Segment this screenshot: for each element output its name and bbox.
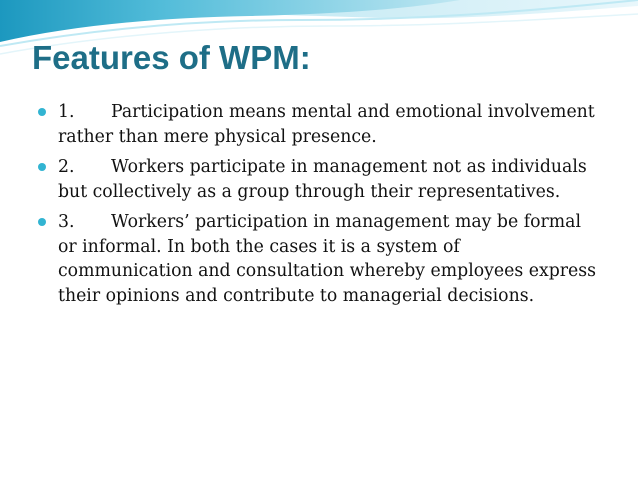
bullet-dot-icon xyxy=(38,108,46,116)
bullet-dot-icon xyxy=(38,218,46,226)
bullet-text: Workers’ participation in management may be formal or informal. In both the cases it is a system of communication and consultation whereby employees express their opinions and contribute to managerial decisions. xyxy=(58,212,596,306)
bullet-number: 2. xyxy=(58,157,75,177)
slide-title: Features of WPM: xyxy=(32,39,311,76)
bullet-dot-icon xyxy=(38,163,46,171)
bullet-list xyxy=(38,100,598,314)
bullet-number: 3. xyxy=(58,212,75,232)
bullet-item xyxy=(38,210,598,308)
bullet-number: 1. xyxy=(58,102,75,122)
bullet-item xyxy=(38,100,598,149)
bullet-text: Workers participate in management not as individuals but collectively as a group through their representatives. xyxy=(58,157,587,202)
bullet-text: Participation means mental and emotional involvement rather than mere physical presence. xyxy=(58,102,595,147)
bullet-item xyxy=(38,155,598,204)
